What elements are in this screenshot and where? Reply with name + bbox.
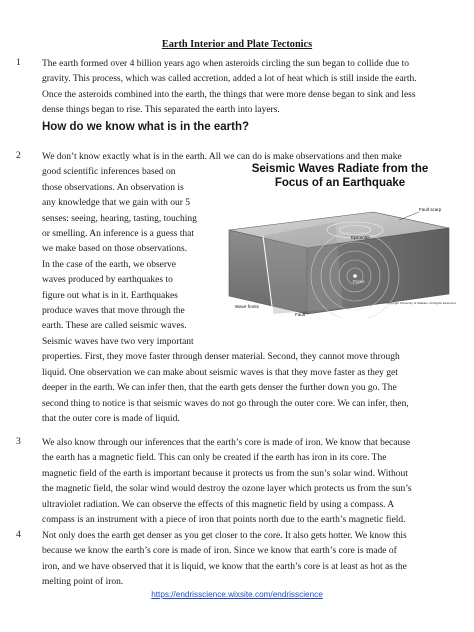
paragraph-2-line: that the outer core is made of liquid. — [42, 413, 180, 424]
paragraph-2-line: In the case of the earth, we observe — [42, 259, 176, 270]
paragraph-number-3: 3 — [16, 436, 21, 447]
paragraph-3-line: We also know through our inferences that the earth’s core is made of iron. We know that because — [42, 438, 411, 448]
paragraph-2-line: earth. These are called seismic waves. — [42, 321, 187, 332]
figure-title-line-2: Focus of an Earthquake — [274, 177, 406, 189]
paragraph-number-2: 2 — [16, 150, 21, 161]
paragraph-2-line: good scientific inferences based on — [42, 167, 176, 178]
paragraph-2-line: liquid. One observation we can make about seismic waves is that they move faster as they get — [42, 367, 398, 378]
figure-title-line-1: Seismic Waves Radiate from the — [251, 163, 429, 175]
footer-link[interactable]: https://endrisscience.wixsite.com/endrisscience — [151, 590, 323, 599]
seismic-waves-figure — [223, 162, 457, 322]
paragraph-4-line: Not only does the earth get denser as you get closer to the core. It also gets hotter. We know this — [42, 531, 407, 541]
paragraph-2-line: produce waves that move through the — [42, 306, 185, 317]
paragraph-1-line: The earth formed over 4 billion years ago when asteroids circling the sun began to collide due to — [42, 59, 409, 69]
paragraph-2-line: those observations. An observation is — [42, 182, 184, 193]
paragraph-1 — [42, 57, 452, 119]
paragraph-2-line: waves produced by earthquakes to — [42, 275, 173, 286]
paragraph-number-4: 4 — [16, 529, 21, 540]
paragraph-1-line: Once the asteroids combined into the earth, the things that were more dense began to sink and less — [42, 89, 416, 100]
paragraph-3-line: ultraviolet radiation. We can observe the effects of this magnetic field by using a compass. A — [42, 499, 395, 510]
focus-point — [353, 274, 357, 278]
paragraph-2-line: any knowledge that we gain with our 5 — [42, 198, 191, 209]
document-title: Earth Interior and Plate Tectonics — [161, 39, 313, 50]
section-heading: How do we know what is in the earth? — [42, 121, 250, 133]
paragraph-4-line: melting point of iron. — [42, 577, 124, 588]
paragraph-3-line: the earth has a magnetic field. This can only be created if the earth has iron in its core. The — [42, 453, 387, 464]
paragraph-2-line: We don’t know exactly what is in the earth. All we can do is make observations and then make — [42, 152, 402, 162]
paragraph-1-line: dense things began to rise. This separated the earth into layers. — [42, 105, 280, 116]
label-fault-scarp: Fault scarp — [419, 207, 442, 212]
label-wave-fronts: Wave fronts — [235, 304, 259, 309]
paragraph-2-line: second thing to notice is that seismic waves do not go through the outer core. We can infer, then, — [42, 398, 409, 409]
earthquake-block-diagram — [223, 190, 457, 318]
paragraph-2-line: senses: seeing, hearing, tasting, touching — [42, 213, 197, 224]
paragraph-4 — [42, 529, 452, 591]
figure-title — [223, 162, 457, 190]
paragraph-2-line: figure out what is in it. Earthquakes — [42, 290, 178, 301]
paragraph-1-line: gravity. This process, which was called accretion, added a lot of heat which is still inside the earth. — [42, 74, 417, 85]
paragraph-3-line: the magnetic field, the solar wind would destroy the ozone layer which protects us from the sun’s — [42, 484, 412, 495]
paragraph-4-line: because we know the earth’s core is made of iron. Since we know that earth’s core is made of — [42, 546, 397, 557]
label-epicenter: Epicenter — [351, 235, 371, 240]
paragraph-4-line: iron, and we have observed that it is liquid, we know that the earth’s core is at least as hot as the — [42, 561, 407, 572]
label-focus: Focus — [353, 279, 365, 284]
paragraph-2-line: deeper in the earth. We can infer then, that the earth gets denser the further down you go. The — [42, 383, 397, 394]
paragraph-2-line: or smelling. An inference is a guess that — [42, 229, 194, 240]
label-fault: Fault — [295, 312, 306, 317]
paragraph-2-line: properties. First, they move faster through denser material. Second, they cannot move through — [42, 352, 400, 363]
paragraph-number-1: 1 — [16, 57, 21, 68]
paragraph-2-line: we make based on those observations. — [42, 244, 188, 255]
paragraph-2-line: Seismic waves have two very important — [42, 336, 194, 347]
figure-copyright: © Copyright University of Waikato. All Rights Reserved. — [383, 301, 457, 305]
paragraph-3-line: compass is an instrument with a piece of iron that points north due to the earth’s magnetic field. — [42, 515, 406, 526]
paragraph-3 — [42, 436, 452, 528]
paragraph-3-line: magnetic field of the earth is important because it protects us from the sun’s solar wind. Without — [42, 468, 408, 479]
